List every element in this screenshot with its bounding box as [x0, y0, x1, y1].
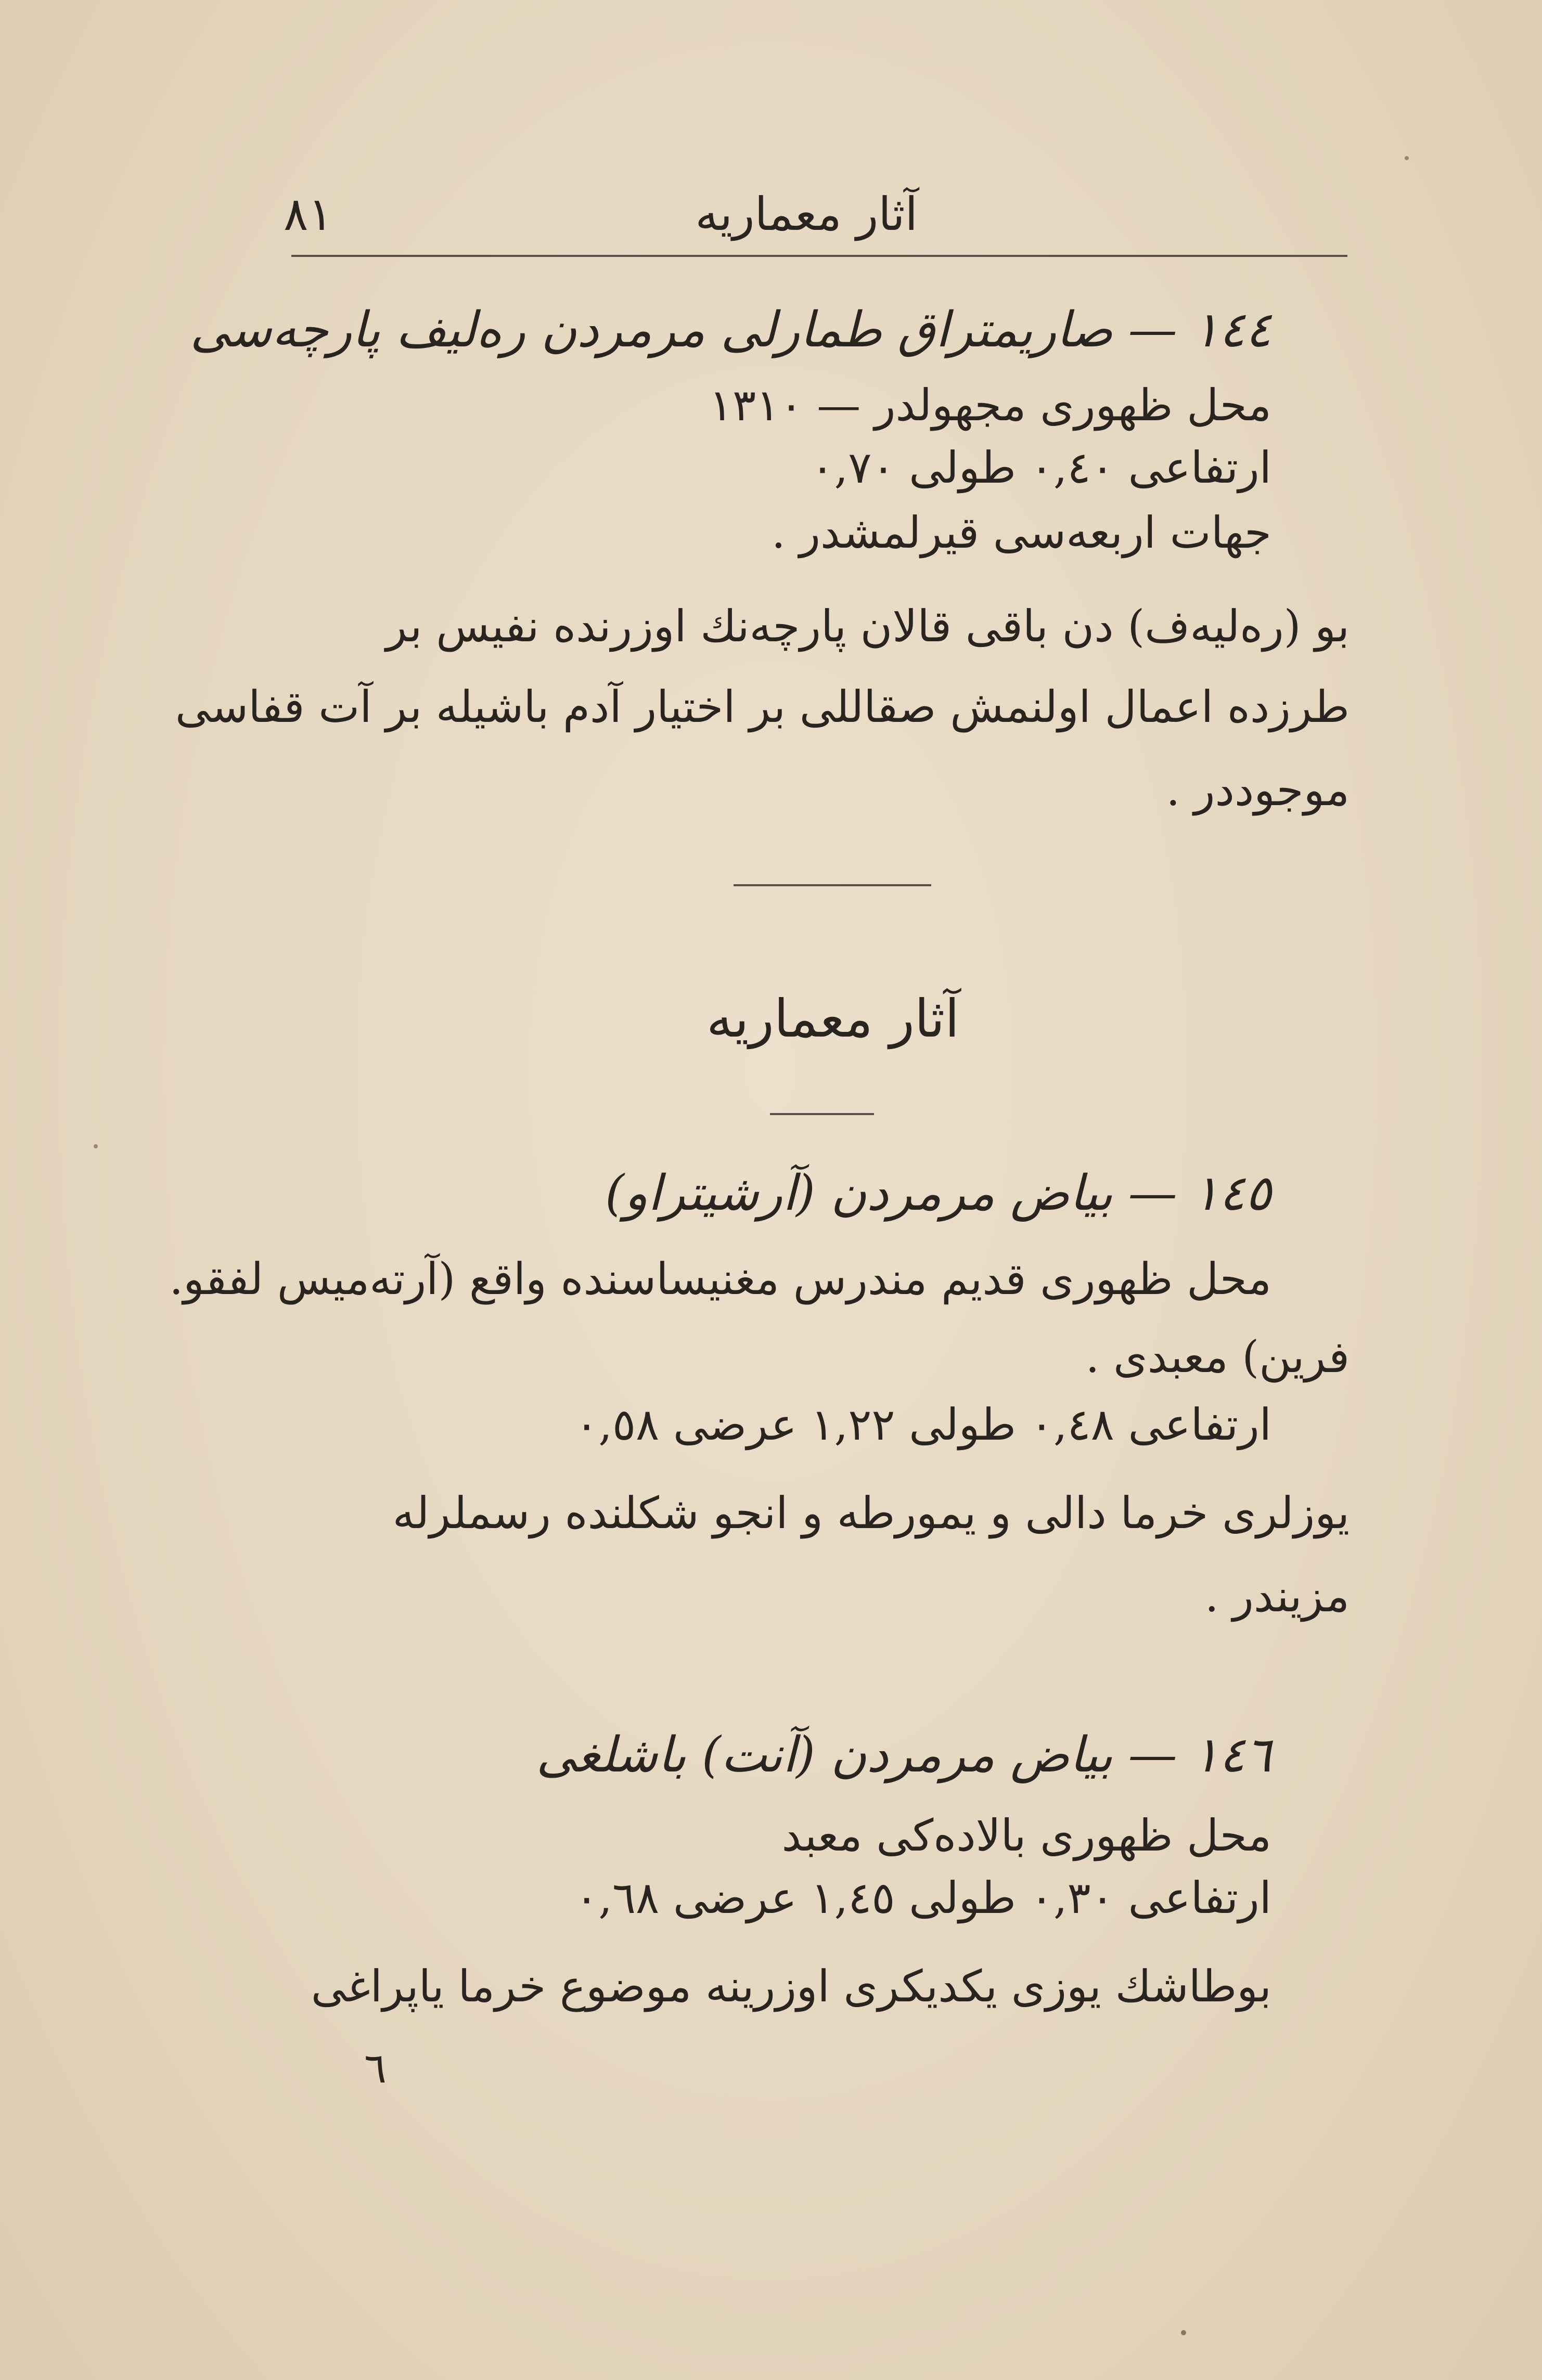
entry-144-paragraph-line: موجوددر .	[1166, 765, 1350, 816]
page-number: ٨١	[284, 187, 333, 241]
paper-speck	[1405, 156, 1409, 160]
section-title: آثار معماريه	[706, 988, 959, 1049]
entry-145-paragraph-line: يوزلرى خرما دالى و يمورطه و انجو شكلنده رسملرله	[392, 1488, 1350, 1538]
entry-144-line: ارتفاعى ٠,٤٠ طولى ٠,٧٠	[811, 442, 1271, 493]
entry-144-paragraph-line: بو (رەليەف) دن باقى قالان پارچەنك اوزرنده نفيس بر	[386, 601, 1350, 652]
entry-146-paragraph-line: بوطاشك يوزى يكديكرى اوزرينه موضوع خرما ياپراغى	[311, 1961, 1271, 2012]
entry-145-heading: ١٤٥ — بياض مرمردن (آرشيتراو)	[605, 1165, 1271, 1222]
paper-speck	[94, 1144, 98, 1148]
entry-145-line: فرين) معبدى .	[1085, 1331, 1350, 1382]
header-rule	[291, 255, 1347, 257]
entry-145-paragraph-line: مزيندر .	[1204, 1571, 1350, 1622]
paper-speck	[1181, 2330, 1186, 2335]
entry-146-line: محل ظهورى بالادەكى معبد	[781, 1810, 1271, 1861]
section-divider	[734, 884, 931, 886]
entry-144-heading: ١٤٤ — صاريمتراق طمارلى مرمردن رەليف پارچەسى	[190, 302, 1271, 358]
entry-144-line: جهات اربعەسى قيرلمشدر .	[772, 507, 1271, 558]
entry-144-paragraph-line: طرزده اعمال اولنمش صقاللى بر اختيار آدم باشيله بر آت قفاسى	[175, 681, 1350, 732]
entry-144-line: محل ظهورى مجهولدر — ١٣١٠	[709, 380, 1271, 431]
entry-145-line: محل ظهورى قديم مندرس مغنيساسنده واقع (آرتەميس لفقو.	[169, 1253, 1271, 1304]
entry-145-line: ارتفاعى ٠,٤٨ طولى ١,٢٢ عرضى ٠,٥٨	[575, 1399, 1271, 1450]
section-title-underline	[770, 1113, 874, 1115]
running-header-title: آثار معماريه	[695, 187, 918, 241]
entry-146-line: ارتفاعى ٠,٣٠ طولى ١,٤٥ عرضى ٠,٦٨	[575, 1872, 1271, 1923]
entry-146-heading: ١٤٦ — بياض مرمردن (آنت) باشلغى	[536, 1727, 1271, 1783]
signature-mark: ٦	[364, 2044, 387, 2092]
